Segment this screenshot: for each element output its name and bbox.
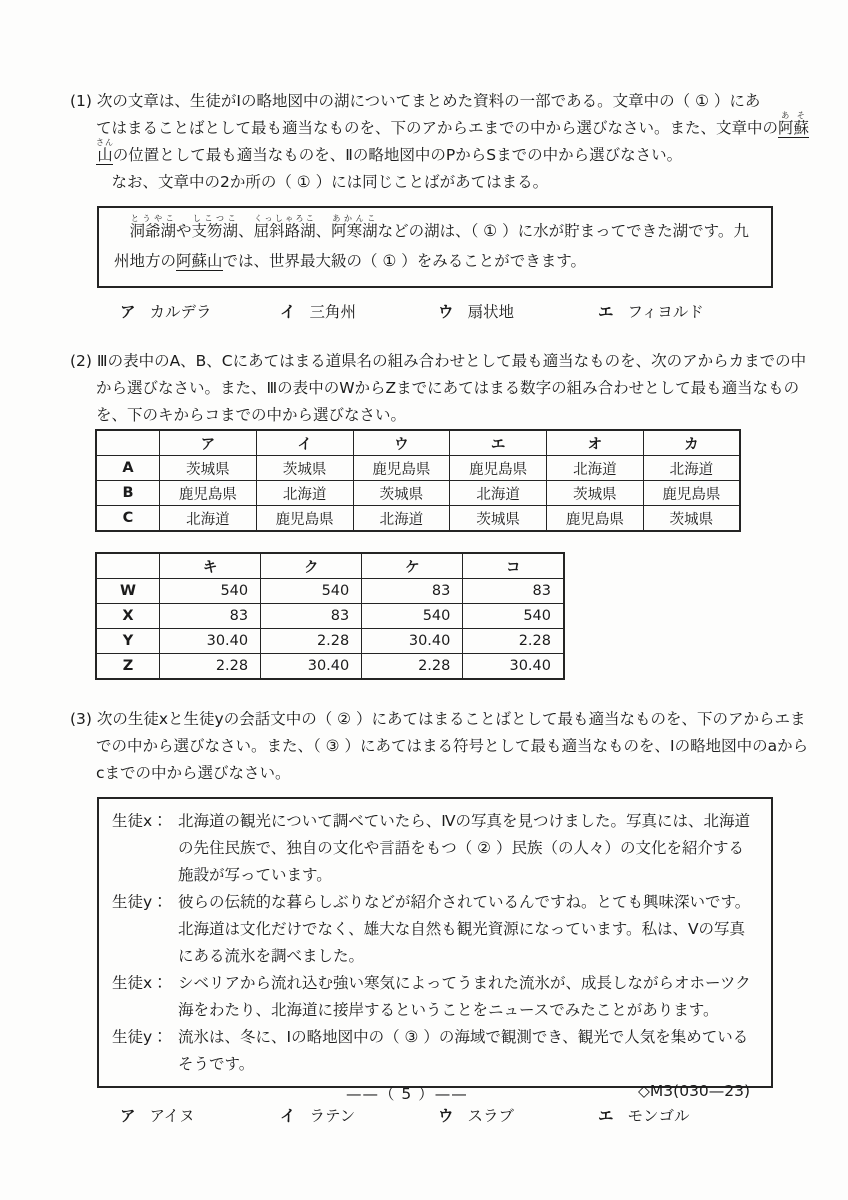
option-letter: ア: [120, 1107, 136, 1125]
question-1-prompt: [70, 88, 810, 196]
question-2-prompt: (2) Ⅲの表中のA、B、Cにあてはまる道県名の組み合わせとして最も適当なものを、次のアからカまでの中から選びなさい。また、Ⅲの表中のWからZまでにあてはまる数字の組み合わせとして最も適当なものを、下のキからコまでの中から選びなさい。: [70, 352, 807, 424]
table-cell: 茨城県: [450, 506, 547, 532]
furigana-term: 阿蘇あそ: [778, 111, 810, 137]
table-header-cell: ク: [261, 553, 362, 579]
speaker-label: 生徒x：: [112, 812, 168, 830]
question-1-options-row: [70, 300, 790, 330]
text-segment: の位置として最も適当なものを、Ⅱの略地図中のPからSまでの中から選びなさい。: [112, 146, 683, 164]
table-cell: 2.28: [463, 629, 564, 654]
table-row: [96, 629, 564, 654]
table-cell: 茨城県: [160, 456, 257, 481]
option-letter: イ: [280, 303, 296, 321]
table-cell: 540: [362, 604, 463, 629]
option-letter: ウ: [438, 1107, 454, 1125]
table-cell: 茨城県: [353, 481, 450, 506]
option-letter: エ: [598, 1107, 614, 1125]
text-segment: (1) 次の文章は、生徒がⅠの略地図中の湖についてまとめた資料の一部である。文章中の（ ① ）にあ: [70, 92, 761, 110]
dialogue-line: [112, 1024, 758, 1078]
table-cell: 83: [362, 579, 463, 604]
row-label-cell: B: [96, 481, 160, 506]
question-1-source-box: [97, 206, 773, 288]
text-segment: などの湖は、（ ① ）に水が貯まってできた湖です。九: [377, 222, 749, 240]
table-cell: 30.40: [261, 654, 362, 680]
table-cell: 83: [261, 604, 362, 629]
text-segment: 州地方の: [114, 252, 177, 270]
table-header-cell: コ: [463, 553, 564, 579]
table-header-cell: ア: [160, 430, 257, 456]
text-segment: や: [176, 222, 192, 240]
text-segment: てはまることばとして最も適当なものを、下のアからエまでの中から選びなさい。また、文章中の: [96, 119, 779, 137]
option-a: [120, 300, 212, 322]
table-cell: 83: [463, 579, 564, 604]
furigana-term: 屈斜路湖くっしゃろこ: [253, 214, 316, 240]
table-row: [96, 456, 740, 481]
text-segment: 、: [315, 222, 332, 240]
speaker-label: 生徒y：: [112, 1028, 168, 1046]
table-row: [96, 481, 740, 506]
footer-page-number: ——（ 5 ）——: [346, 1085, 468, 1103]
prefecture-combination-table: [95, 429, 741, 532]
option-i: [280, 300, 356, 322]
table-cell: 2.28: [160, 654, 261, 680]
table-cell: 茨城県: [643, 506, 740, 532]
dialogue-line: [112, 970, 758, 1024]
speech-text: 彼らの伝統的な暮らしぶりなどが紹介されているんですね。とても興味深いです。北海道は文化だけでなく、雄大な自然も観光資源になっています。私は、Ⅴの写真にある流氷を調べました。: [178, 893, 751, 965]
option-letter: ウ: [438, 303, 454, 321]
speech-text: シベリアから流れ込む強い寒気によってうまれた流氷が、成長しながらオホーツク海をわたり、北海道に接岸するということをニュースでみたことがあります。: [178, 974, 751, 1019]
option-text: カルデラ: [149, 303, 212, 321]
table-row: [96, 604, 564, 629]
table-cell: 2.28: [362, 654, 463, 680]
footer-document-code: ◇M3(030—23): [638, 1082, 751, 1100]
table-cell: 北海道: [643, 456, 740, 481]
dialogue-line: [112, 889, 758, 970]
table-cell: 30.40: [362, 629, 463, 654]
table-cell: 北海道: [256, 481, 353, 506]
speaker-label: 生徒y：: [112, 893, 168, 911]
table-cell: 83: [160, 604, 261, 629]
furigana-term: 洞爺湖とうやこ: [129, 214, 177, 240]
table-header-cell: エ: [450, 430, 547, 456]
table-cell: 茨城県: [547, 481, 644, 506]
table-header-cell: [96, 430, 160, 456]
table-cell: 北海道: [450, 481, 547, 506]
row-label-cell: W: [96, 579, 160, 604]
table-cell: 鹿児島県: [450, 456, 547, 481]
dialogue-box: [97, 797, 773, 1088]
option-text: スラブ: [467, 1107, 515, 1125]
text-segment: [114, 222, 130, 240]
row-label-cell: Y: [96, 629, 160, 654]
table-cell: 鹿児島県: [643, 481, 740, 506]
table-row: [96, 579, 564, 604]
table-cell: 540: [160, 579, 261, 604]
option-text: 扇状地: [467, 303, 515, 321]
table-header-cell: ケ: [362, 553, 463, 579]
row-label-cell: A: [96, 456, 160, 481]
row-label-cell: Z: [96, 654, 160, 680]
table-cell: 鹿児島県: [547, 506, 644, 532]
furigana-term: 山さん: [96, 138, 114, 164]
row-label-cell: C: [96, 506, 160, 532]
question-2: [70, 348, 807, 680]
option-text: ラテン: [309, 1107, 356, 1125]
question-1: [70, 88, 810, 330]
text-segment: 阿蘇山: [176, 252, 223, 270]
table-cell: 2.28: [261, 629, 362, 654]
option-text: フィヨルド: [627, 303, 704, 321]
option-letter: イ: [280, 1107, 296, 1125]
text-segment: なお、文章中の2か所の（ ① ）には同じことばがあてはまる。: [96, 173, 549, 191]
option-e: [598, 300, 704, 322]
text-segment: では、世界最大級の（ ① ）をみることができます。: [222, 252, 587, 270]
table-cell: 鹿児島県: [160, 481, 257, 506]
option-letter: エ: [598, 303, 614, 321]
option-letter: ア: [120, 303, 136, 321]
number-combination-table: [95, 552, 565, 680]
question-3-prompt: (3) 次の生徒xと生徒yの会話文中の（ ② ）にあてはまることばとして最も適当なものを、下のアからエまでの中から選びなさい。また、（ ③ ）にあてはまる符号として最も適当なものを、Ⅰの略地図中のaからcまでの中から選びなさい。: [70, 710, 809, 782]
table-cell: 540: [261, 579, 362, 604]
speaker-label: 生徒x：: [112, 974, 168, 992]
table-header-cell: [96, 553, 160, 579]
table-header-cell: ウ: [353, 430, 450, 456]
table-cell: 北海道: [160, 506, 257, 532]
table-header-cell: キ: [160, 553, 261, 579]
table-row: [96, 506, 740, 532]
row-label-cell: X: [96, 604, 160, 629]
table-cell: 北海道: [547, 456, 644, 481]
option-text: アイヌ: [149, 1107, 195, 1125]
table-cell: 30.40: [160, 629, 261, 654]
table-cell: 鹿児島県: [353, 456, 450, 481]
table-cell: 北海道: [353, 506, 450, 532]
text-segment: 、: [238, 222, 254, 240]
dialogue-line: [112, 808, 758, 889]
table-row: [96, 654, 564, 680]
table-cell: 茨城県: [256, 456, 353, 481]
table-header-cell: カ: [643, 430, 740, 456]
page-footer: [0, 1082, 848, 1112]
option-text: 三角州: [309, 303, 357, 321]
table-header-row: [96, 430, 740, 456]
table-cell: 30.40: [463, 654, 564, 680]
table-cell: 540: [463, 604, 564, 629]
table-header-cell: イ: [256, 430, 353, 456]
speech-text: 流氷は、冬に、Ⅰの略地図中の（ ③ ）の海域で観測でき、観光で人気を集めているそうです。: [178, 1028, 749, 1073]
speech-text: 北海道の観光について調べていたら、Ⅳの写真を見つけました。写真には、北海道の先住民族で、独自の文化や言語をもつ（ ② ）民族（の人々）の文化を紹介する施設が写っています。: [178, 812, 750, 884]
furigana-term: 阿寒湖あかんこ: [331, 214, 378, 240]
table-header-row: [96, 553, 564, 579]
table-cell: 鹿児島県: [256, 506, 353, 532]
furigana-term: 支笏湖しこつこ: [191, 214, 239, 240]
table-header-cell: オ: [547, 430, 644, 456]
question-3: [70, 706, 809, 1134]
option-text: モンゴル: [627, 1107, 690, 1125]
option-u: [438, 300, 514, 322]
